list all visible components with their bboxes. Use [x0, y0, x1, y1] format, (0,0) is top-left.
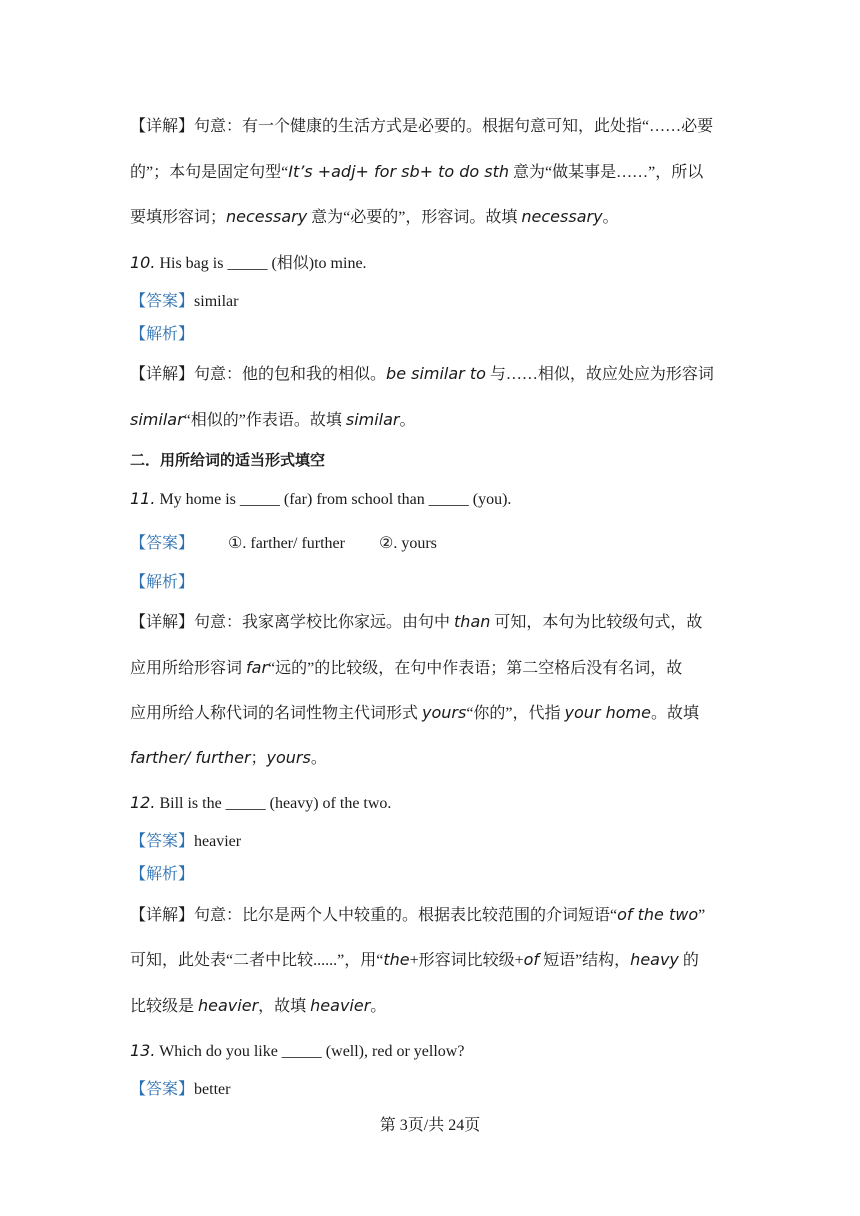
answer-tag: 【答案】 [130, 833, 195, 850]
keyword: of the two [617, 905, 699, 924]
question-13 [130, 1041, 730, 1062]
text: 。 [399, 412, 416, 429]
text: 句意：比尔是两个人中较重的。根据表比较范围的介词短语“ [194, 907, 618, 924]
question-number: 13. [130, 1041, 156, 1060]
text: “远的”的比较级，在句中作表语；第二空格后没有名词，故 [268, 660, 683, 677]
explanation-11-line-3 [130, 703, 730, 724]
question-11 [130, 489, 730, 510]
analysis-tag-10 [130, 325, 730, 345]
text: 可知，本句为比较级句式，故 [490, 614, 703, 631]
keyword: farther/ further [130, 748, 251, 767]
keyword: heavier [310, 996, 371, 1015]
analysis-tag: 【解析】 [130, 574, 195, 591]
keyword: necessary [226, 207, 308, 226]
text: 。故填 [650, 705, 699, 722]
answer-tag: 【答案】 [130, 535, 195, 552]
answer-10 [130, 292, 730, 312]
text: 意为“必要的”，形容词。故填 [307, 209, 522, 226]
text: 句意：他的包和我的相似。 [194, 366, 387, 383]
explanation-11-line-2 [130, 658, 730, 679]
text: “相似的”作表语。故填 [183, 412, 346, 429]
answer-11 [130, 534, 730, 554]
text: 的 [678, 952, 699, 969]
keyword: be similar to [386, 364, 486, 383]
answer-value-1: ①. farther/ further [228, 535, 345, 552]
analysis-tag: 【解析】 [130, 866, 195, 883]
analysis-tag: 【解析】 [130, 326, 195, 343]
answer-value: heavier [194, 833, 242, 850]
answer-value: similar [194, 293, 239, 310]
keyword: heavy [630, 950, 679, 969]
text: 短语”结构， [539, 952, 631, 969]
keyword: yours [422, 703, 467, 722]
question-number: 12. [130, 793, 156, 812]
detail-tag: 【详解】 [130, 366, 195, 383]
keyword: far [246, 658, 269, 677]
keyword: of [523, 950, 540, 969]
question-text: Bill is the _____ (heavy) of the two. [155, 795, 392, 812]
text: 意为“做某事是……”，所以 [509, 164, 704, 181]
text: 比较级是 [130, 998, 199, 1015]
question-10 [130, 253, 730, 274]
question-text: His bag is _____ (相似)to mine. [155, 255, 367, 272]
detail-tag: 【详解】 [130, 907, 195, 924]
text: +形容词比较级+ [409, 952, 524, 969]
text: “你的”，代指 [466, 705, 565, 722]
analysis-tag-11 [130, 573, 730, 593]
text: ； [250, 750, 267, 767]
text: 应用所给形容词 [130, 660, 247, 677]
answer-tag: 【答案】 [130, 293, 195, 310]
keyword: than [454, 612, 491, 631]
keyword: the [383, 950, 410, 969]
text: 要填形容词； [130, 209, 227, 226]
keyword: similar [130, 410, 184, 429]
explanation-12-line-3 [130, 996, 730, 1017]
page-footer [0, 1116, 860, 1136]
page-number: 第 3页/共 24页 [379, 1117, 481, 1134]
text: 可知，此处表“二者中比较......”，用“ [130, 952, 384, 969]
text: 。 [370, 998, 387, 1015]
explanation-11-line-1 [130, 612, 730, 633]
explanation-12-line-1 [130, 905, 730, 926]
keyword: yours [266, 748, 311, 767]
explanation-9-line-3 [130, 207, 730, 228]
keyword: necessary [521, 207, 603, 226]
explanation-10-line-1 [130, 364, 730, 385]
answer-tag: 【答案】 [130, 1081, 195, 1098]
sentence-pattern: It’s +adj+ for sb+ to do sth [288, 162, 510, 181]
detail-tag: 【详解】 [130, 614, 195, 631]
keyword: similar [345, 410, 400, 429]
answer-12 [130, 832, 730, 852]
explanation-12-line-2 [130, 950, 730, 971]
section-heading [130, 450, 730, 470]
text: 的”；本句是固定句型“ [130, 164, 289, 181]
question-text: My home is _____ (far) from school than _____ (you). [155, 491, 512, 508]
text: 。 [602, 209, 619, 226]
question-number: 11. [130, 489, 156, 508]
text: 与……相似，故应处应为形容词 [485, 366, 714, 383]
text: 。 [310, 750, 327, 767]
text: ” [698, 907, 706, 924]
answer-value-2: ②. yours [378, 535, 437, 552]
keyword: your home [564, 703, 651, 722]
explanation-10-line-2 [130, 410, 730, 431]
question-text: Which do you like _____ (well), red or yellow? [155, 1043, 465, 1060]
section-title: 二．用所给词的适当形式填空 [130, 451, 326, 469]
text: ，故填 [258, 998, 311, 1015]
explanation-9-line-2 [130, 162, 730, 183]
text: 【详解】句意：有一个健康的生活方式是必要的。根据句意可知，此处指“……必要 [130, 118, 714, 135]
explanation-9-line-1 [130, 117, 730, 137]
keyword: heavier [198, 996, 259, 1015]
text: 应用所给人称代词的名词性物主代词形式 [130, 705, 423, 722]
question-12 [130, 793, 730, 814]
answer-value: better [194, 1081, 231, 1098]
analysis-tag-12 [130, 865, 730, 885]
answer-13 [130, 1080, 730, 1100]
text: 句意：我家离学校比你家远。由句中 [194, 614, 455, 631]
question-number: 10. [130, 253, 156, 272]
explanation-11-line-4 [130, 748, 730, 769]
